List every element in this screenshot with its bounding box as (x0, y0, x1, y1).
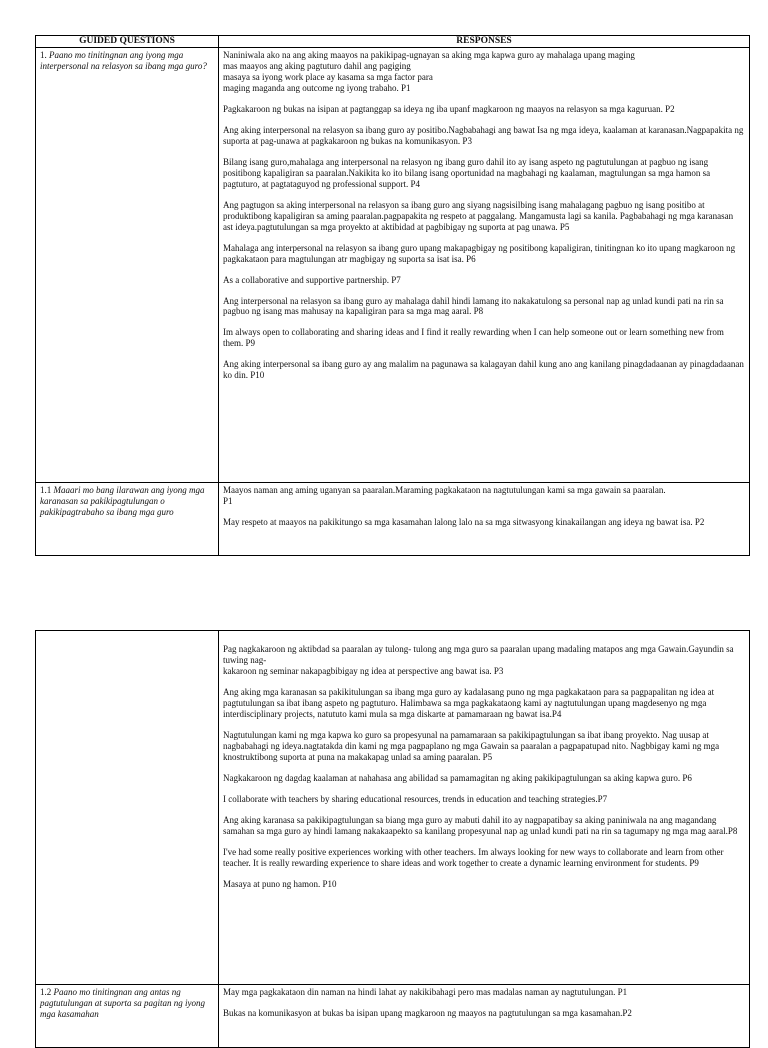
guided-questions-table-page-1 (35, 35, 750, 556)
header-responses: RESPONSES (219, 36, 750, 48)
responses-cell (219, 631, 750, 985)
response-p2: Pagkakaroon ng bukas na isipan at pagtanggap sa ideya ng iba upanf magkaroon ng maayos na relasyon sa mga kaguruan. P2 (223, 103, 675, 114)
question-cell (36, 985, 219, 1048)
table-row-question-1 (36, 48, 750, 483)
guided-questions-table-page-2 (35, 630, 750, 1048)
question-cell (36, 48, 219, 483)
responses-cell (219, 985, 750, 1048)
response-p6: Nagkakaroon ng dagdag kaalaman at nahahasa ang abilidad sa pamamagitan ng aking pakikipagtulungan sa aking kapwa guro. P6 (223, 772, 692, 783)
response-p8: Ang interpersonal na relasyon sa ibang guro ay mahalaga dahil hindi lamang ito nakakatulong sa personal nap ag unlad kundi pati na rin sa pagbuo ng isang mas mahusay na kapaligiran para sa mga mag aaral. P8 (223, 295, 724, 317)
table-row-question-1-1 (36, 483, 750, 556)
response-p4: Bilang isang guro,mahalaga ang interpersonal na relasyon ng ibang guro dahil ito ay isang aspeto ng pagtutulungan at pagbuo ng isang positibong kapaligiran sa paaralan.Nakikita ko ito bilang isang oportunidad na magbahagi ng kaalaman, magtulungan sa mga hamon sa pagtuturo, at pagtataguyod ng professional support. P4 (223, 156, 711, 189)
question-number: 1. (40, 50, 47, 60)
question-text: Paano mo tinitingnan ang antas ng pagtutulungan at suporta sa pagitan ng iyong mga kasamahan (40, 987, 206, 1019)
responses-cell (219, 48, 750, 483)
response-p9: I've had some really positive experiences working with other teachers. Im always looking for new ways to collaborate and learn from other teacher. It is really rewarding experience to share ideas and work together to create a dynamic learning environment for students. P9 (223, 846, 724, 868)
response-p2: Bukas na komunikasyon at bukas ba isipan upang magkaroon ng maayos na pagtutulungan sa mga kasamahan.P2 (223, 1007, 632, 1018)
response-p1: Naniniwala ako na ang aking maayos na pakikipag-ugnayan sa aking mga kapwa guro ay mahalaga upang maging mas maayos ang aking pagtuturo dahil ang pagiging masaya sa iyong work place ay kasama sa mga factor para maging maganda ang outcome ng iyong trabaho. P1 (223, 50, 635, 93)
response-p1: Maayos naman ang aming uganyan sa paaralan.Maraming pagkakataon na nagtutulungan kami sa mga gawain sa paaralan. P1 (223, 485, 666, 506)
question-cell-empty (36, 631, 219, 985)
response-p2: May respeto at maayos na pakikitungo sa mga kasamahan lalong lalo na sa mga sitwasyong kinakailangan ang ideya ng bawat isa. P2 (223, 516, 705, 527)
response-p8: Ang aking karanasa sa pakikipagtulungan sa biang mga guro ay mabuti dahil ito ay nagpapatibay sa aking paniniwala na ang magandang samahan sa mga guro ay hindi lamang nakakaapekto sa kanilang propesyunal nap ag unlad kundi pati na rin sa tagumapy ng mga mag aaral.P8 (223, 814, 738, 836)
response-p4: Ang aking mga karanasan sa pakikitulungan sa ibang mga guro ay kadalasang puno ng mga pagkakataon para sa pagpapalitan ng idea at pagtutulungan sa ibat ibang aspeto ng pagtuturo. Halimbawa sa mga pagkakataong kami ay nagtutulungan upang magdesenyo ng mga interdisciplinary projects, natututo kami mula sa mga diskarte at pamamaraan ng bawat isa.P4 (223, 686, 715, 719)
response-p9: Im always open to collaborating and sharing ideas and I find it really rewarding when I can help someone out or learn something new from them. P9 (223, 327, 724, 349)
response-p1: May mga pagkakataon din naman na hindi lahat ay nakikibahagi pero mas madalas naman ay nagtutulungan. P1 (223, 987, 628, 997)
response-p6: Mahalaga ang interpersonal na relasyon sa ibang guro upang makapagbigay ng positibong kapaligiran, tinitingnan ko ito upang magkaroon ng pagkakataon para magtulungan atr magbigay ng suporta sa isat isa. P6 (223, 242, 736, 264)
header-guided-questions: GUIDED QUESTIONS (36, 36, 219, 48)
question-number: 1.2 (40, 987, 52, 997)
question-text: Maaari mo bang ilarawan ang iyong mga karanasan sa pakikipagtulungan o pakikipagtrabaho sa ibang mga guro (40, 485, 205, 517)
question-text: Paano mo tinitingnan ang iyong mga interpersonal na relasyon sa ibang mga guro? (40, 50, 207, 71)
question-cell (36, 483, 219, 556)
question-number: 1.1 (40, 485, 52, 495)
response-p5: Ang pagtugon sa aking interpersonal na relasyon sa ibang guro ang siyang nagsisilbing isang mahalagang pagbuo ng isang positibo at produktibong kapaligiran sa aming paaralan.pagpapakita ng respeto at paggalang. Mangamusta lagi sa kanila. Pagbabahagi ng mga karanasan ast ideya.pagtutulungan sa mga proyekto at aktibidad at pagbibigay ng suporta at pag unawa. P5 (223, 199, 734, 232)
response-p7: As a collaborative and supportive partnership. P7 (223, 274, 401, 285)
response-p5: Nagtutulungan kami ng mga kapwa ko guro sa propesyunal na pamamaraan sa pakikipagtulungan sa ibat ibang proyekto. Nag uusap at nagbabahagi ng ideya.nagtatakda din kami ng mga pagpaplano ng mga Gawain sa paaralan a pagpapatupad nito. Nagbbigay kami ng mga knostruktibong suporta at puna na makakapag unlad sa aming paaralan. P5 (223, 729, 720, 762)
response-p3: Ang aking interpersonal na relasyon sa ibang guro ay positibo.Nagbabahagi ang bawat Isa ng mga ideya, kaalaman at karanasan.Nagpapakita ng suporta at pag-unawa at pagkakaroon ng bukas na komunikasyon. P3 (223, 124, 744, 146)
response-p3: Pag nagkakaroon ng aktibdad sa paaralan ay tulong- tulong ang mga guro sa paaralan upang madaling matapos ang mga Gawain.Gayundin sa tuwing nag- kakaroon ng seminar nakapagbibigay ng idea at perspective ang bawat isa. P3 (223, 644, 734, 676)
response-p10: Ang aking interpersonal sa ibang guro ay ang malalim na pagunawa sa kalagayan dahil kung ano ang kanilang pinagdadaanan ay pinagdadaanan ko din. P10 (223, 359, 744, 381)
responses-cell (219, 483, 750, 556)
response-p7: I collaborate with teachers by sharing educational resources, trends in education and teaching strategies.P7 (223, 793, 608, 804)
response-p10: Masaya at puno ng hamon. P10 (223, 878, 337, 889)
table-row-question-1-1-continued (36, 631, 750, 985)
table-header-row (36, 36, 750, 48)
table-row-question-1-2 (36, 985, 750, 1048)
